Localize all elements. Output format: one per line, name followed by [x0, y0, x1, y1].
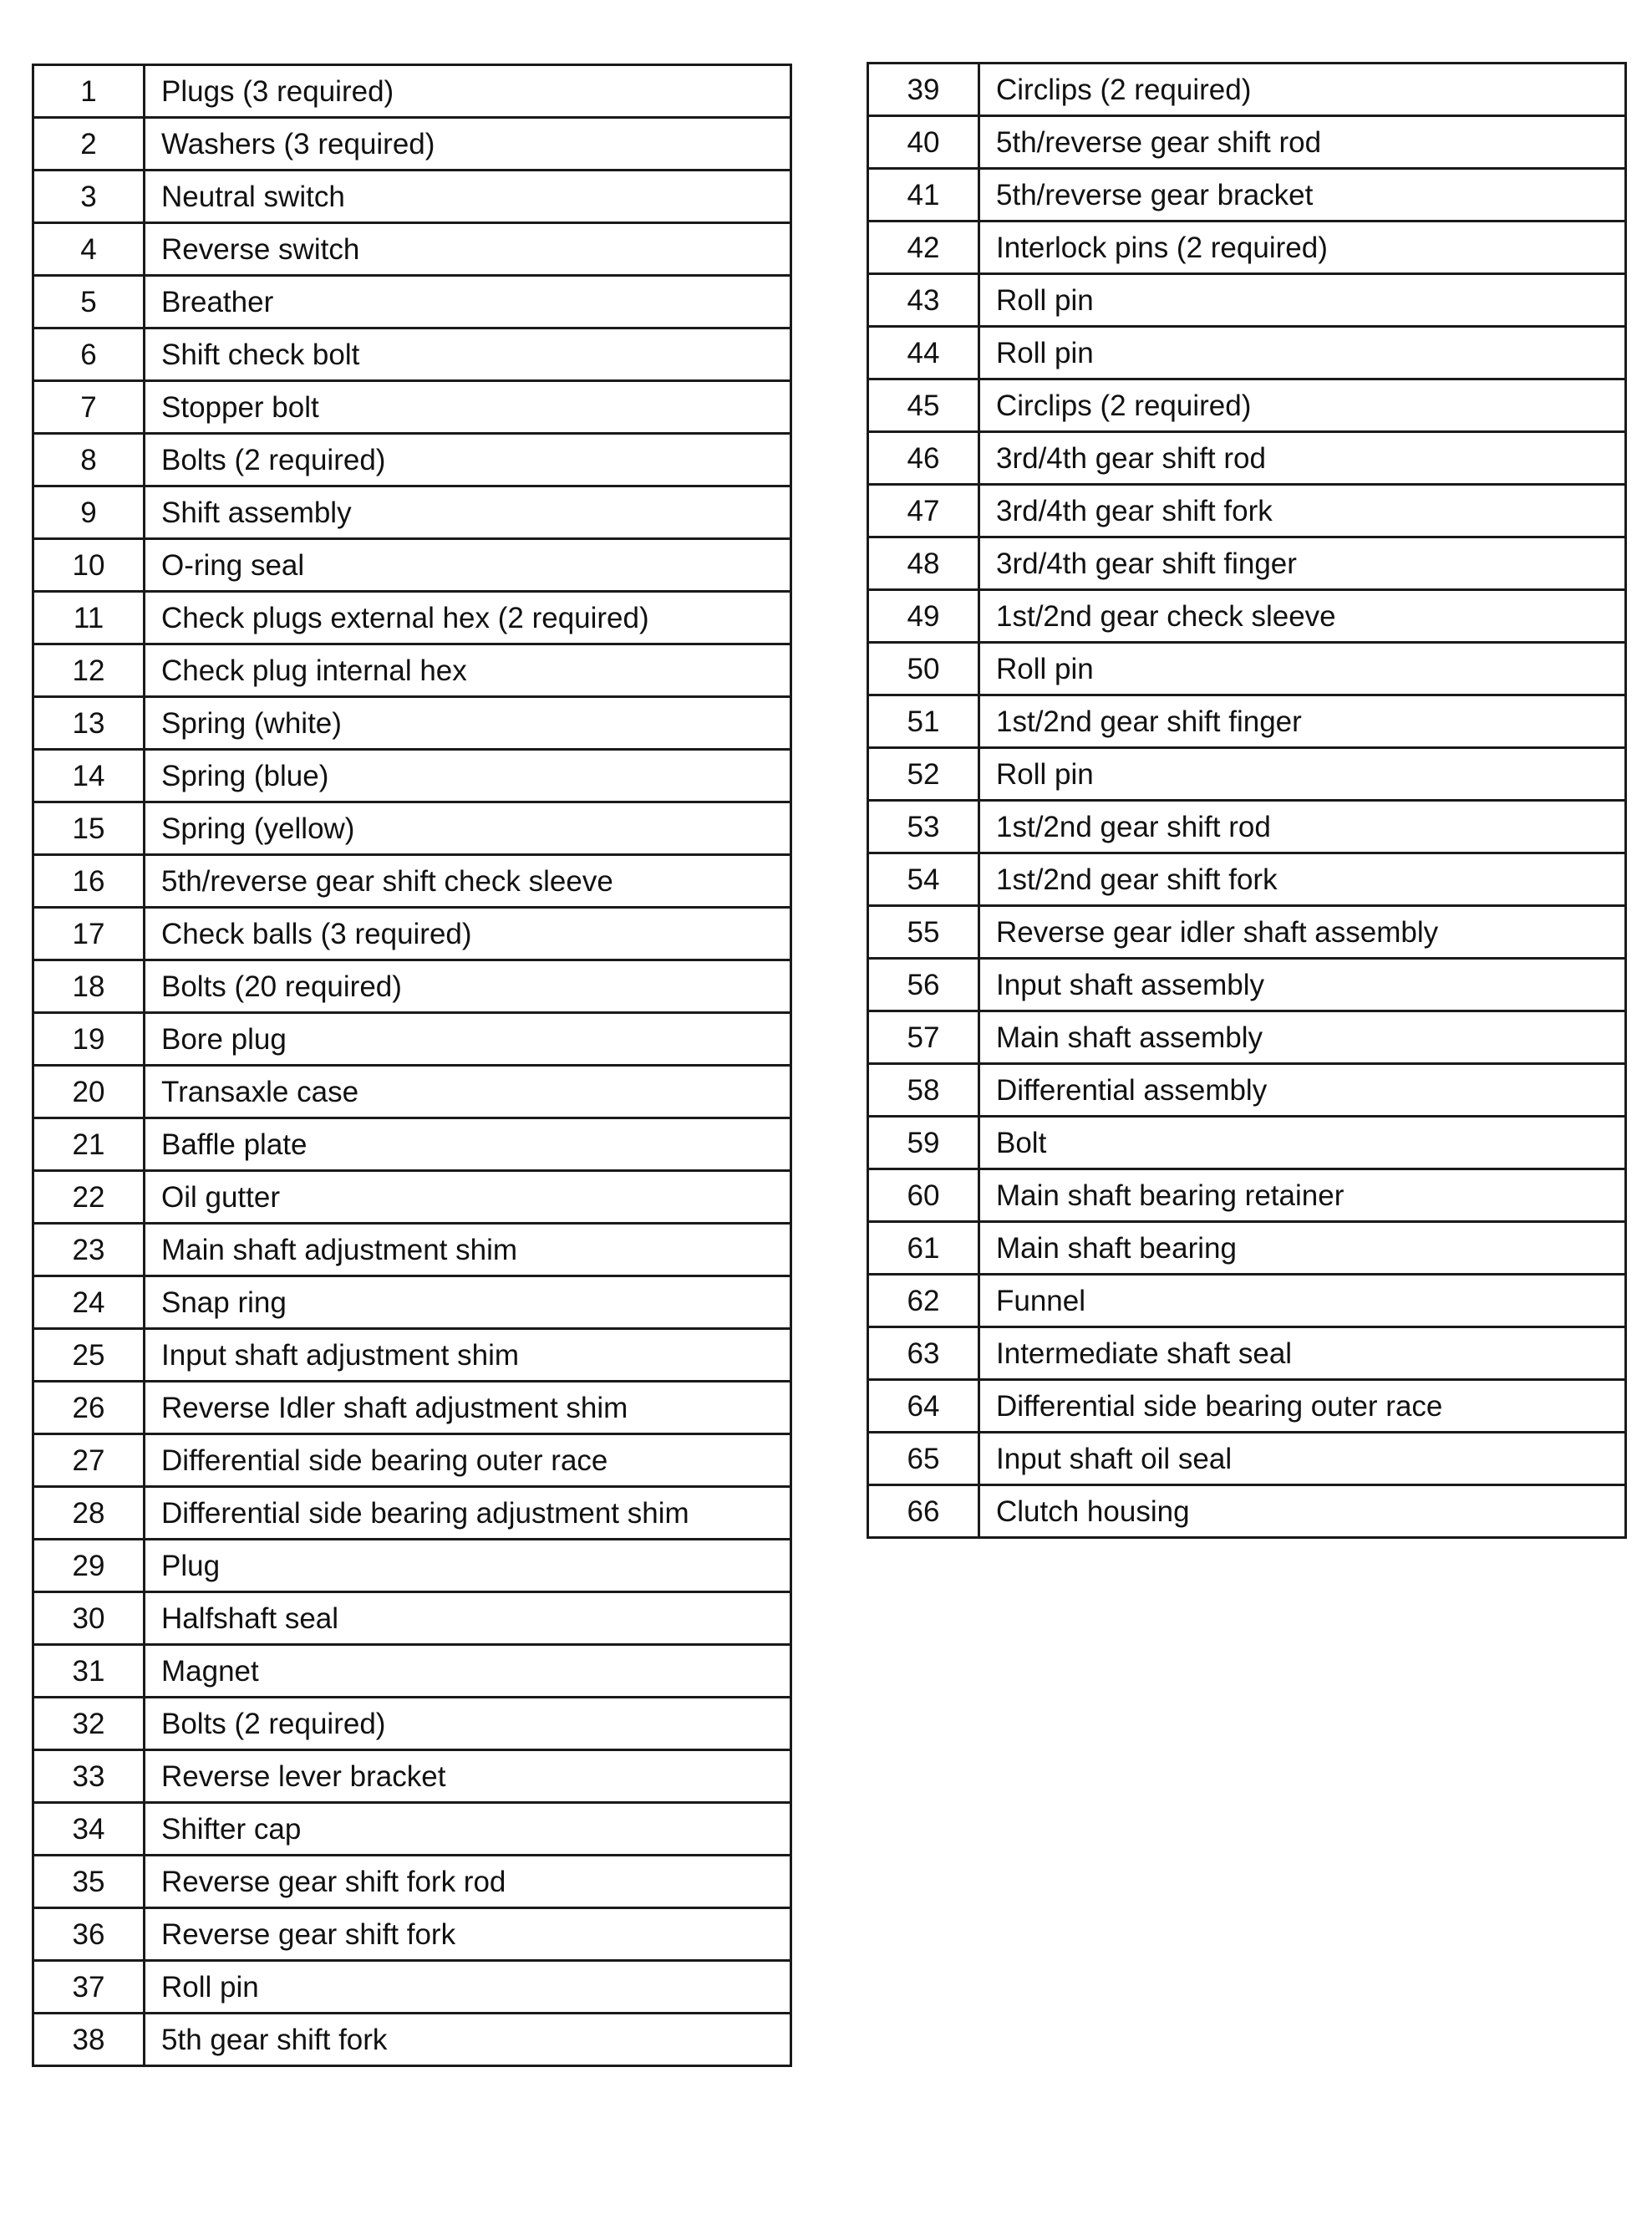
table-row [33, 1908, 791, 1961]
part-number-cell: 46 [868, 432, 979, 485]
part-description-cell: Differential side bearing outer race [145, 1434, 791, 1487]
part-description-cell: Baffle plate [145, 1118, 791, 1171]
part-number-cell: 26 [33, 1382, 145, 1434]
part-number-cell: 21 [33, 1118, 145, 1171]
part-description-cell: Neutral switch [145, 171, 791, 223]
part-number-cell: 63 [868, 1327, 979, 1380]
table-row [33, 1961, 791, 2014]
part-description-cell: Reverse gear shift fork rod [145, 1856, 791, 1908]
part-description-cell: 1st/2nd gear shift fork [979, 853, 1626, 906]
part-description-cell: Main shaft assembly [979, 1011, 1626, 1064]
part-description-cell: Plug [145, 1540, 791, 1592]
table-row [33, 592, 791, 644]
part-description-cell: Bolts (2 required) [145, 1698, 791, 1750]
table-row [33, 1329, 791, 1382]
part-number-cell: 40 [868, 116, 979, 169]
part-number-cell: 39 [868, 64, 979, 116]
table-row [868, 1169, 1626, 1222]
part-description-cell: Reverse Idler shaft adjustment shim [145, 1382, 791, 1434]
part-description-cell: Check balls (3 required) [145, 908, 791, 960]
part-number-cell: 2 [33, 118, 145, 171]
part-number-cell: 24 [33, 1276, 145, 1329]
table-row [868, 1275, 1626, 1327]
part-description-cell: Shifter cap [145, 1803, 791, 1856]
part-number-cell: 13 [33, 697, 145, 750]
table-row [868, 485, 1626, 537]
part-description-cell: 3rd/4th gear shift rod [979, 432, 1626, 485]
part-description-cell: Roll pin [979, 748, 1626, 801]
part-description-cell: Differential side bearing outer race [979, 1380, 1626, 1433]
part-description-cell: Bolt [979, 1117, 1626, 1169]
part-number-cell: 23 [33, 1224, 145, 1276]
part-number-cell: 38 [33, 2014, 145, 2066]
table-row [868, 274, 1626, 327]
part-number-cell: 52 [868, 748, 979, 801]
part-number-cell: 25 [33, 1329, 145, 1382]
part-description-cell: Interlock pins (2 required) [979, 222, 1626, 274]
part-number-cell: 29 [33, 1540, 145, 1592]
part-description-cell: Reverse switch [145, 223, 791, 276]
part-number-cell: 35 [33, 1856, 145, 1908]
part-description-cell: Check plug internal hex [145, 644, 791, 697]
table-row [868, 222, 1626, 274]
part-description-cell: Main shaft bearing retainer [979, 1169, 1626, 1222]
part-description-cell: Bore plug [145, 1013, 791, 1066]
part-number-cell: 62 [868, 1275, 979, 1327]
part-number-cell: 11 [33, 592, 145, 644]
part-description-cell: Reverse lever bracket [145, 1750, 791, 1803]
part-number-cell: 55 [868, 906, 979, 959]
part-number-cell: 8 [33, 434, 145, 486]
table-row [33, 486, 791, 539]
part-number-cell: 51 [868, 695, 979, 748]
table-row [868, 959, 1626, 1011]
part-description-cell: 3rd/4th gear shift finger [979, 537, 1626, 590]
table-row [868, 1485, 1626, 1538]
table-row [33, 328, 791, 381]
part-number-cell: 36 [33, 1908, 145, 1961]
part-description-cell: Clutch housing [979, 1485, 1626, 1538]
part-number-cell: 16 [33, 855, 145, 908]
part-number-cell: 6 [33, 328, 145, 381]
table-row [33, 1856, 791, 1908]
part-description-cell: Input shaft oil seal [979, 1433, 1626, 1485]
table-row [33, 644, 791, 697]
table-row [33, 223, 791, 276]
part-description-cell: O-ring seal [145, 539, 791, 592]
part-number-cell: 22 [33, 1171, 145, 1224]
table-row [868, 1011, 1626, 1064]
part-number-cell: 20 [33, 1066, 145, 1118]
table-row [868, 1327, 1626, 1380]
part-number-cell: 3 [33, 171, 145, 223]
part-description-cell: Stopper bolt [145, 381, 791, 434]
table-row [868, 379, 1626, 432]
part-description-cell: 5th/reverse gear shift check sleeve [145, 855, 791, 908]
table-row [33, 171, 791, 223]
part-number-cell: 57 [868, 1011, 979, 1064]
part-description-cell: Snap ring [145, 1276, 791, 1329]
table-row [33, 276, 791, 328]
part-description-cell: 5th gear shift fork [145, 2014, 791, 2066]
parts-table-right-body [868, 64, 1626, 1538]
table-row [33, 1698, 791, 1750]
table-row [33, 539, 791, 592]
part-number-cell: 4 [33, 223, 145, 276]
table-row [868, 906, 1626, 959]
part-description-cell: Funnel [979, 1275, 1626, 1327]
part-description-cell: Intermediate shaft seal [979, 1327, 1626, 1380]
part-description-cell: 1st/2nd gear shift rod [979, 801, 1626, 853]
part-description-cell: Spring (white) [145, 697, 791, 750]
part-description-cell: Bolts (20 required) [145, 960, 791, 1013]
part-number-cell: 32 [33, 1698, 145, 1750]
part-description-cell: 3rd/4th gear shift fork [979, 485, 1626, 537]
part-description-cell: Input shaft assembly [979, 959, 1626, 1011]
part-description-cell: Reverse gear idler shaft assembly [979, 906, 1626, 959]
table-row [33, 1645, 791, 1698]
part-description-cell: Main shaft bearing [979, 1222, 1626, 1275]
part-description-cell: Circlips (2 required) [979, 379, 1626, 432]
part-description-cell: Check plugs external hex (2 required) [145, 592, 791, 644]
part-number-cell: 66 [868, 1485, 979, 1538]
part-description-cell: Transaxle case [145, 1066, 791, 1118]
part-description-cell: Circlips (2 required) [979, 64, 1626, 116]
part-number-cell: 1 [33, 65, 145, 118]
part-number-cell: 47 [868, 485, 979, 537]
table-row [33, 1171, 791, 1224]
table-row [33, 1066, 791, 1118]
part-number-cell: 31 [33, 1645, 145, 1698]
part-description-cell: Main shaft adjustment shim [145, 1224, 791, 1276]
table-row [33, 697, 791, 750]
part-number-cell: 49 [868, 590, 979, 643]
part-number-cell: 50 [868, 643, 979, 695]
part-number-cell: 54 [868, 853, 979, 906]
table-row [33, 1592, 791, 1645]
part-description-cell: Shift assembly [145, 486, 791, 539]
part-description-cell: Halfshaft seal [145, 1592, 791, 1645]
parts-table-right [867, 62, 1627, 1539]
part-description-cell: 1st/2nd gear shift finger [979, 695, 1626, 748]
table-row [33, 1750, 791, 1803]
part-number-cell: 37 [33, 1961, 145, 2014]
table-row [33, 1013, 791, 1066]
part-number-cell: 41 [868, 169, 979, 222]
table-row [868, 1117, 1626, 1169]
part-description-cell: Washers (3 required) [145, 118, 791, 171]
table-row [33, 1382, 791, 1434]
part-description-cell: Differential side bearing adjustment shim [145, 1487, 791, 1540]
table-row [868, 64, 1626, 116]
table-row [33, 2014, 791, 2066]
part-number-cell: 42 [868, 222, 979, 274]
part-number-cell: 43 [868, 274, 979, 327]
table-row [33, 118, 791, 171]
part-number-cell: 45 [868, 379, 979, 432]
part-number-cell: 65 [868, 1433, 979, 1485]
table-row [868, 695, 1626, 748]
part-description-cell: Roll pin [979, 274, 1626, 327]
table-row [33, 1434, 791, 1487]
table-row [33, 960, 791, 1013]
part-description-cell: 5th/reverse gear bracket [979, 169, 1626, 222]
part-description-cell: Roll pin [979, 327, 1626, 379]
table-row [868, 1433, 1626, 1485]
part-description-cell: Reverse gear shift fork [145, 1908, 791, 1961]
part-number-cell: 48 [868, 537, 979, 590]
table-row [33, 1803, 791, 1856]
part-number-cell: 60 [868, 1169, 979, 1222]
part-description-cell: Spring (yellow) [145, 802, 791, 855]
part-number-cell: 59 [868, 1117, 979, 1169]
part-number-cell: 27 [33, 1434, 145, 1487]
table-row [868, 432, 1626, 485]
part-description-cell: Oil gutter [145, 1171, 791, 1224]
table-row [868, 1064, 1626, 1117]
table-row [33, 381, 791, 434]
part-number-cell: 17 [33, 908, 145, 960]
table-row [868, 116, 1626, 169]
part-description-cell: Breather [145, 276, 791, 328]
table-row [33, 802, 791, 855]
part-description-cell: Input shaft adjustment shim [145, 1329, 791, 1382]
part-description-cell: 5th/reverse gear shift rod [979, 116, 1626, 169]
part-number-cell: 58 [868, 1064, 979, 1117]
part-number-cell: 61 [868, 1222, 979, 1275]
part-description-cell: Magnet [145, 1645, 791, 1698]
part-number-cell: 12 [33, 644, 145, 697]
table-row [868, 748, 1626, 801]
table-row [33, 750, 791, 802]
part-description-cell: Plugs (3 required) [145, 65, 791, 118]
table-row [33, 908, 791, 960]
part-number-cell: 9 [33, 486, 145, 539]
part-number-cell: 19 [33, 1013, 145, 1066]
table-row [33, 65, 791, 118]
table-row [868, 1380, 1626, 1433]
table-row [868, 643, 1626, 695]
part-number-cell: 64 [868, 1380, 979, 1433]
table-row [868, 169, 1626, 222]
part-number-cell: 5 [33, 276, 145, 328]
part-number-cell: 44 [868, 327, 979, 379]
table-row [868, 1222, 1626, 1275]
part-description-cell: Differential assembly [979, 1064, 1626, 1117]
part-description-cell: 1st/2nd gear check sleeve [979, 590, 1626, 643]
part-number-cell: 18 [33, 960, 145, 1013]
part-description-cell: Bolts (2 required) [145, 434, 791, 486]
table-row [33, 1540, 791, 1592]
part-number-cell: 30 [33, 1592, 145, 1645]
table-row [33, 855, 791, 908]
part-description-cell: Spring (blue) [145, 750, 791, 802]
part-number-cell: 10 [33, 539, 145, 592]
parts-table-left-body [33, 65, 791, 2066]
part-description-cell: Shift check bolt [145, 328, 791, 381]
part-number-cell: 56 [868, 959, 979, 1011]
part-number-cell: 33 [33, 1750, 145, 1803]
table-row [33, 1276, 791, 1329]
table-row [33, 434, 791, 486]
table-row [868, 327, 1626, 379]
part-number-cell: 28 [33, 1487, 145, 1540]
part-number-cell: 34 [33, 1803, 145, 1856]
part-description-cell: Roll pin [145, 1961, 791, 2014]
part-number-cell: 53 [868, 801, 979, 853]
part-number-cell: 15 [33, 802, 145, 855]
table-row [868, 801, 1626, 853]
table-row [868, 853, 1626, 906]
part-number-cell: 14 [33, 750, 145, 802]
table-row [868, 590, 1626, 643]
table-row [33, 1487, 791, 1540]
part-description-cell: Roll pin [979, 643, 1626, 695]
table-row [33, 1224, 791, 1276]
table-row [33, 1118, 791, 1171]
part-number-cell: 7 [33, 381, 145, 434]
parts-table-left [32, 64, 792, 2067]
table-row [868, 537, 1626, 590]
